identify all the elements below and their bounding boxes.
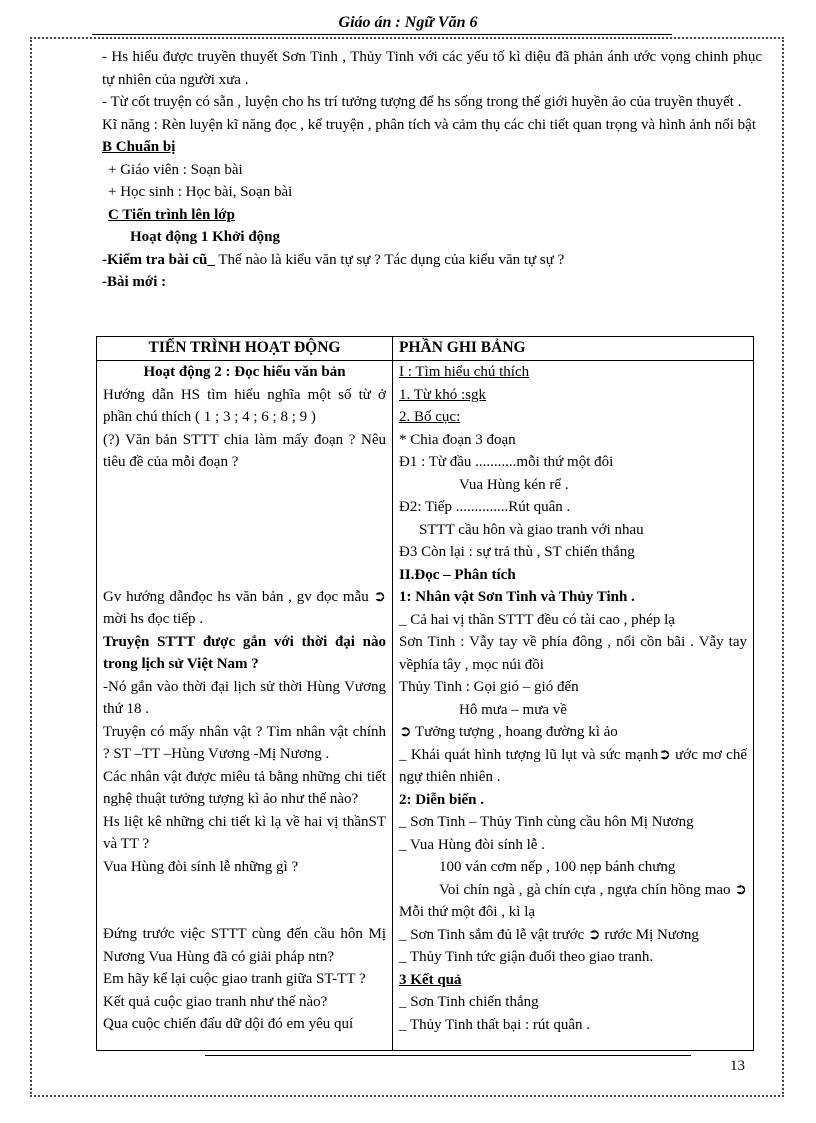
board-line: Vua Hùng kén rể . [459, 476, 569, 493]
footer-rule [205, 1055, 691, 1056]
page-header-title: Giáo án : Ngữ Văn 6 [338, 14, 478, 31]
activities-cell [97, 361, 393, 1051]
board-line: Hô mưa – mưa về [459, 701, 567, 718]
board-line: STTT cầu hôn và giao tranh với nhau [419, 521, 644, 538]
board-line: 100 ván cơm nếp , 100 nẹp bánh chưng [439, 859, 676, 875]
new-lesson-label: -Bài mới : [102, 274, 167, 290]
activity-1-heading: Hoạt động 1 Khởi động [130, 229, 281, 245]
board-line: _ Sơn Tinh – Thủy Tinh cùng cầu hôn Mị Nương [399, 814, 694, 830]
lesson-table [96, 336, 754, 1051]
left-paragraph: Kết quả cuộc giao tranh như thế nào? [103, 993, 328, 1010]
intro-section [102, 46, 762, 294]
col-header-activities: TIẾN TRÌNH HOẠT ĐỘNG [97, 337, 393, 361]
check-old-lesson [102, 249, 762, 272]
subheading-development: 2: Diễn biến . [399, 791, 485, 808]
section-c-heading: C Tiến trình lên lớp [108, 206, 235, 223]
prep-teacher: + Giáo viên : Soạn bài [108, 161, 243, 178]
objective-line-2: - Từ cốt truyện có sẵn , luyện cho hs trí tưởng tượng để hs sống trong thế giới huyền ảo của truyền thuyết . [102, 94, 742, 110]
board-line: _ Vua Hùng đòi sính lễ . [399, 836, 545, 853]
left-paragraph: Hướng dẫn HS tìm hiểu nghĩa một số từ ở phần chú thích ( 1 ; 3 ; 4 ; 6 ; 8 ; 9 ) [103, 386, 386, 425]
left-paragraph: Qua cuộc chiến đấu dữ dội đó em yêu quí [103, 1016, 354, 1032]
check-question: Thế nào là kiểu văn tự sự ? Tác dụng của kiểu văn tự sự ? [214, 251, 565, 268]
skill-line: Kĩ năng : Rèn luyện kĩ năng đọc , kể truyện , phân tích và cảm thụ các chi tiết quan trọng và hình ảnh nổi bật [102, 116, 756, 133]
board-line: Sơn Tinh : Vẫy tay về phía đông , nổi cồn bãi . Vẫy tay vềphía tây , mọc núi đồi [399, 634, 747, 673]
left-paragraph: Vua Hùng đòi sính lễ những gì ? [103, 858, 299, 875]
board-line: Voi chín ngà , gà chín cựa , ngựa chín hồng mao ➲ Mỗi thứ một đôi , kì lạ [399, 881, 747, 920]
left-paragraph: Truyện có mấy nhân vật ? Tìm nhân vật chính ? ST –TT –Hùng Vương -Mị Nương . [103, 723, 386, 762]
check-label: -Kiểm tra bài cũ_ [102, 251, 215, 268]
section-b-heading: B Chuẩn bị [102, 139, 176, 155]
page-number: 13 [730, 1058, 745, 1074]
col-header-board: PHẦN GHI BẢNG [393, 337, 754, 361]
item-2-bo-cuc: 2. Bố cục: [399, 409, 461, 425]
activity-2-heading: Hoạt động 2 : Đọc hiểu văn bản [143, 364, 346, 380]
board-line: _ Khái quát hình tượng lũ lụt và sức mạnh➲ ước mơ chế ngự thiên nhiên . [399, 746, 747, 785]
objective-line-1: - Hs hiểu được truyền thuyết Sơn Tinh , Thủy Tinh với các yếu tố kì diệu đã phản ánh ước vọng chinh phục tự nhiên của người xưa . [102, 49, 762, 88]
subheading-characters: 1: Nhân vật Sơn Tinh và Thủy Tinh . [399, 589, 635, 605]
left-paragraph: Các nhân vật được miêu tả bằng những chi tiết nghệ thuật tưởng tượng kì ảo như thế nào? [103, 768, 386, 807]
board-line: _ Thủy Tinh tức giận đuổi theo giao tranh. [399, 949, 654, 965]
board-line: _ Sơn Tinh chiến thắng [399, 994, 539, 1010]
board-line: Đ1 : Từ đầu ...........mỗi thứ một đôi [399, 454, 614, 470]
heading-I: I : Tìm hiểu chú thích [399, 364, 530, 380]
board-line: _ Thủy Tinh thất bại : rút quân . [399, 1016, 590, 1033]
board-line: Thủy Tinh : Gọi gió – gió đến [399, 679, 579, 695]
heading-II: II.Đọc – Phân tích [399, 566, 516, 583]
board-line: Đ2: Tiếp ..............Rút quân . [399, 499, 571, 515]
board-line: * Chia đoạn 3 đoạn [399, 431, 516, 448]
board-line: Đ3 Còn lại : sự trả thù , ST chiến thắng [399, 544, 635, 560]
left-paragraph: Em hãy kể lại cuộc giao tranh giữa ST-TT ? [103, 971, 366, 987]
left-paragraph: (?) Văn bản STTT chia làm mấy đoạn ? Nêu tiêu đề của mỗi đoạn ? [103, 431, 386, 470]
board-line: ➲ Tưởng tượng , hoang đường kì ảo [399, 724, 618, 740]
left-paragraph: Đứng trước việc STTT cùng đến cầu hôn Mị Nương Vua Hùng đã có giải pháp ntn? [103, 926, 386, 965]
prep-student: + Học sinh : Học bài, Soạn bài [108, 184, 293, 200]
header-rule [92, 34, 672, 35]
left-paragraph: -Nó gắn vào thời đại lịch sử thời Hùng Vương thứ 18 . [103, 678, 386, 717]
board-line: _ Sơn Tinh sắm đủ lễ vật trước ➲ rước Mị Nương [399, 926, 699, 943]
left-paragraph: Hs liệt kê những chi tiết kì lạ về hai vị thầnST và TT ? [103, 813, 386, 852]
board-line: _ Cả hai vị thần STTT đều có tài cao , phép lạ [399, 611, 675, 628]
item-1-tu-kho: 1. Từ khó :sgk [399, 386, 487, 403]
board-cell [393, 361, 754, 1051]
left-paragraph: Gv hướng dẫnđọc hs văn bản , gv đọc mẫu ➲ mời hs đọc tiếp . [103, 588, 386, 627]
left-question-bold: Truyện STTT được gắn với thời đại nào trong lịch sử Việt Nam ? [103, 633, 386, 672]
subheading-result: 3 Kết quả [399, 971, 462, 988]
